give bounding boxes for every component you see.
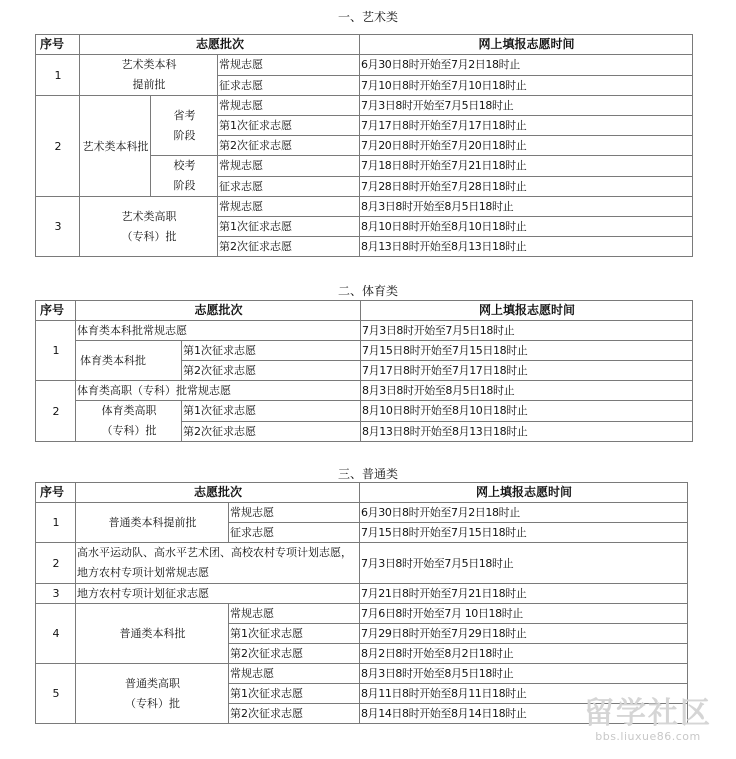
type-cell: 第2次征求志愿 [218,136,360,156]
sports-table [35,300,693,442]
time-cell: 8月11日8时开始至8月11日18时止 [360,684,688,704]
time-cell: 7月15日8时开始至7月15日18时止 [360,523,688,543]
batch-cell: 高水平运动队、高水平艺术团、高校农村专项计划志愿，地方农村专项计划常规志愿 [76,543,360,584]
type-cell: 常规志愿 [218,55,360,76]
time-cell: 8月14日8时开始至8月14日18时止 [360,704,688,724]
batch-cell: 普通类本科提前批 [76,503,229,543]
batch-cell: 体育类本科批 [76,341,182,381]
art-table [35,34,693,257]
type-cell: 第2次征求志愿 [182,421,361,442]
type-cell: 常规志愿 [229,604,360,624]
row-no: 2 [36,96,80,197]
time-cell: 8月3日8时开始至8月5日18时止 [360,197,693,217]
type-cell: 第1次征求志愿 [218,217,360,237]
batch-cell: 普通类本科批 [76,604,229,664]
time-cell: 7月17日8时开始至7月17日18时止 [361,361,693,381]
batch-cell: 普通类高职 （专科）批 [76,664,229,724]
type-cell: 第2次征求志愿 [182,361,361,381]
type-cell: 第1次征求志愿 [182,401,361,422]
header-no: 序号 [36,35,80,55]
header-batch: 志愿批次 [76,483,360,503]
type-cell: 第2次征求志愿 [229,644,360,664]
table-row [36,381,693,401]
type-cell: 常规志愿 [218,156,360,177]
table-header-row [36,35,693,55]
time-cell: 8月13日8时开始至8月13日18时止 [360,237,693,257]
batch-cell: 艺术类本科批 [80,96,151,197]
row-no: 3 [36,197,80,257]
time-cell: 8月10日8时开始至8月10日18时止 [361,401,693,422]
stage-cell: 校考 阶段 [151,156,218,197]
header-batch: 志愿批次 [80,35,360,55]
table-row [36,543,688,584]
batch-cell: 艺术类本科 提前批 [80,55,218,96]
header-time: 网上填报志愿时间 [360,483,688,503]
type-cell: 征求志愿 [218,75,360,96]
type-cell: 常规志愿 [218,197,360,217]
time-cell: 6月30日8时开始至7月2日18时止 [360,55,693,76]
table-row [36,197,693,217]
time-cell: 7月17日8时开始至7月17日18时止 [360,116,693,136]
time-cell: 7月20日8时开始至7月20日18时止 [360,136,693,156]
row-no: 1 [36,321,76,381]
type-cell: 第1次征求志愿 [229,624,360,644]
type-cell: 征求志愿 [218,176,360,197]
table-row [36,55,693,76]
row-no: 1 [36,55,80,96]
row-no: 2 [36,543,76,584]
type-cell: 常规志愿 [229,664,360,684]
type-cell: 常规志愿 [229,503,360,523]
table-header-row [36,483,688,503]
type-cell: 第1次征求志愿 [218,116,360,136]
row-no: 4 [36,604,76,664]
time-cell: 7月28日8时开始至7月28日18时止 [360,176,693,197]
table-row [36,604,688,624]
section-title-art: 一、艺术类 [337,10,398,24]
time-cell: 7月10日8时开始至7月10日18时止 [360,75,693,96]
type-cell: 第2次征求志愿 [229,704,360,724]
type-cell: 第2次征求志愿 [218,237,360,257]
watermark-url: bbs.liuxue86.com [595,730,701,743]
row-no: 5 [36,664,76,724]
time-cell: 6月30日8时开始至7月2日18时止 [360,503,688,523]
table-row [36,401,693,422]
time-cell: 7月29日8时开始至7月29日18时止 [360,624,688,644]
row-no: 3 [36,584,76,604]
time-cell: 7月21日8时开始至7月21日18时止 [360,584,688,604]
time-cell: 7月3日8时开始至7月5日18时止 [360,96,693,116]
time-cell: 7月15日8时开始至7月15日18时止 [361,341,693,361]
watermark-logo [584,688,712,743]
row-no: 2 [36,381,76,442]
table-row [36,96,693,116]
type-cell: 第1次征求志愿 [182,341,361,361]
batch-cell: 体育类高职（专科）批常规志愿 [76,381,361,401]
batch-cell: 体育类高职 （专科）批 [76,401,182,442]
table-row [36,664,688,684]
table-row [36,584,688,604]
table-row [36,341,693,361]
time-cell: 8月3日8时开始至8月5日18时止 [360,664,688,684]
type-cell: 第1次征求志愿 [229,684,360,704]
header-time: 网上填报志愿时间 [360,35,693,55]
time-cell: 7月18日8时开始至7月21日18时止 [360,156,693,177]
type-cell: 常规志愿 [218,96,360,116]
time-cell: 7月6日8时开始至7月 10日18时止 [360,604,688,624]
header-no: 序号 [36,483,76,503]
header-no: 序号 [36,301,76,321]
time-cell: 8月10日8时开始至8月10日18时止 [360,217,693,237]
watermark-main: 留学社区 [584,696,712,731]
time-cell: 7月3日8时开始至7月5日18时止 [360,543,688,584]
time-cell: 8月13日8时开始至8月13日18时止 [361,421,693,442]
time-cell: 7月3日8时开始至7月5日18时止 [361,321,693,341]
stage-cell: 省考 阶段 [151,96,218,156]
table-row [36,503,688,523]
table-row [36,321,693,341]
table-header-row [36,301,693,321]
batch-cell: 艺术类高职 （专科）批 [80,197,218,257]
batch-cell: 体育类本科批常规志愿 [76,321,361,341]
batch-cell: 地方农村专项计划征求志愿 [76,584,360,604]
type-cell: 征求志愿 [229,523,360,543]
section-title-general: 三、普通类 [337,467,398,481]
header-batch: 志愿批次 [76,301,361,321]
time-cell: 8月3日8时开始至8月5日18时止 [361,381,693,401]
time-cell: 8月2日8时开始至8月2日18时止 [360,644,688,664]
section-title-sports: 二、体育类 [337,284,398,298]
row-no: 1 [36,503,76,543]
header-time: 网上填报志愿时间 [361,301,693,321]
